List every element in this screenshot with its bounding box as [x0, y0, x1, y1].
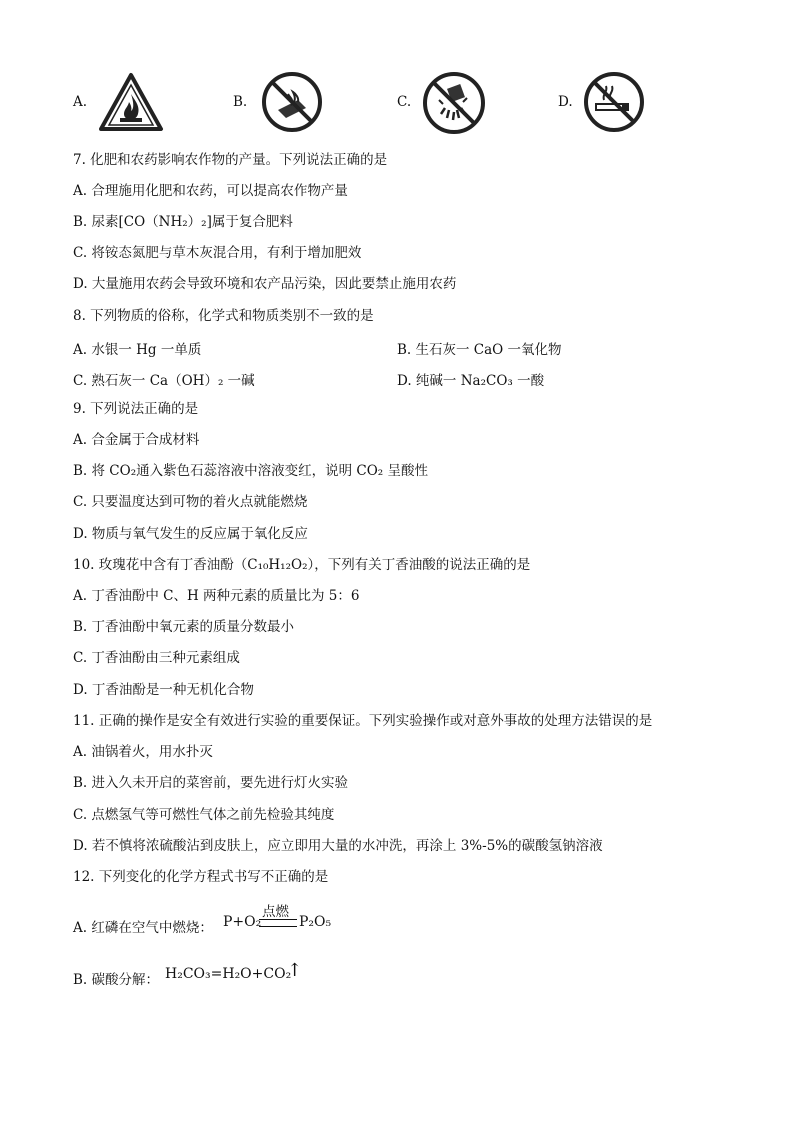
q9-stem: 9. 下列说法正确的是	[73, 401, 199, 417]
q9-option-c: C. 只要温度达到可物的着火点就能燃烧	[73, 494, 308, 510]
q11-option-a: A. 油锅着火，用水扑灭	[73, 744, 213, 760]
q12-option-a-left: P+O₂	[223, 914, 262, 930]
q6-option-b-label: B.	[233, 94, 248, 110]
q7-option-b: B. 尿素[CO（NH₂）₂]属于复合肥料	[73, 214, 293, 230]
q11-option-c: C. 点燃氢气等可燃性气体之前先检验其纯度	[73, 807, 335, 823]
q9-option-d: D. 物质与氧气发生的反应属于氧化反应	[73, 526, 308, 542]
q6-options	[0, 72, 793, 134]
q8-option-d: D. 纯碱一 Na₂CO₃ 一酸	[397, 373, 545, 389]
q7-option-a: A. 合理施用化肥和农药，可以提高农作物产量	[73, 183, 348, 199]
q12-option-a-equal-sign	[259, 919, 297, 927]
q12-stem: 12. 下列变化的化学方程式书写不正确的是	[73, 869, 329, 885]
q11-stem: 11. 正确的操作是安全有效进行实验的重要保证。下列实验操作或对意外事故的处理方法错误的是	[73, 713, 653, 729]
q10-stem: 10. 玫瑰花中含有丁香油酚（C₁₀H₁₂O₂），下列有关丁香油酸的说法正确的是	[73, 557, 531, 573]
q11-option-d: D. 若不慎将浓硫酸沾到皮肤上，应立即用大量的水冲洗，再涂上 3%-5%的碳酸氢钠溶液	[73, 838, 603, 854]
q7-stem: 7. 化肥和农药影响农作物的产量。下列说法正确的是	[73, 152, 388, 168]
q7-option-c: C. 将铵态氮肥与草木灰混合用，有利于增加肥效	[73, 245, 362, 261]
q8-stem: 8. 下列物质的俗称，化学式和物质类别不一致的是	[73, 308, 374, 324]
no-fireworks-icon	[421, 70, 487, 136]
q9-option-a: A. 合金属于合成材料	[73, 432, 200, 448]
q12-option-a-condition: 点燃	[262, 904, 289, 920]
q8-option-b: B. 生石灰一 CaO 一氧化物	[397, 342, 562, 358]
q12-option-b-prefix: B. 碳酸分解：	[73, 972, 160, 988]
q8-option-a: A. 水银一 Hg 一单质	[73, 342, 202, 358]
q12-option-b-arrow: ↑	[287, 960, 303, 981]
no-fire-icon	[260, 70, 324, 134]
q11-option-b: B. 进入久未开启的菜窖前，要先进行灯火实验	[73, 775, 349, 791]
q12-option-b-equation: H₂CO₃=H₂O+CO₂	[165, 966, 292, 982]
no-smoking-icon	[582, 70, 646, 134]
q9-option-b: B. 将 CO₂通入紫色石蕊溶液中溶液变红，说明 CO₂ 呈酸性	[73, 463, 428, 479]
q10-option-a: A. 丁香油酚中 C、H 两种元素的质量比为 5：6	[73, 588, 360, 604]
q12-option-a-prefix: A. 红磷在空气中燃烧：	[73, 920, 213, 936]
q6-option-a-label: A.	[73, 94, 88, 110]
q10-option-d: D. 丁香油酚是一种无机化合物	[73, 682, 254, 698]
q10-option-c: C. 丁香油酚由三种元素组成	[73, 650, 240, 666]
flammable-warning-icon	[98, 72, 164, 132]
q7-option-d: D. 大量施用农药会导致环境和农产品污染，因此要禁止施用农药	[73, 276, 457, 292]
q12-option-a-right: P₂O₅	[299, 914, 332, 930]
q6-option-c-label: C.	[397, 94, 412, 110]
q8-option-c: C. 熟石灰一 Ca（OH）₂ 一碱	[73, 373, 255, 389]
q10-option-b: B. 丁香油酚中氧元素的质量分数最小	[73, 619, 295, 635]
q6-option-d-label: D.	[558, 94, 573, 110]
